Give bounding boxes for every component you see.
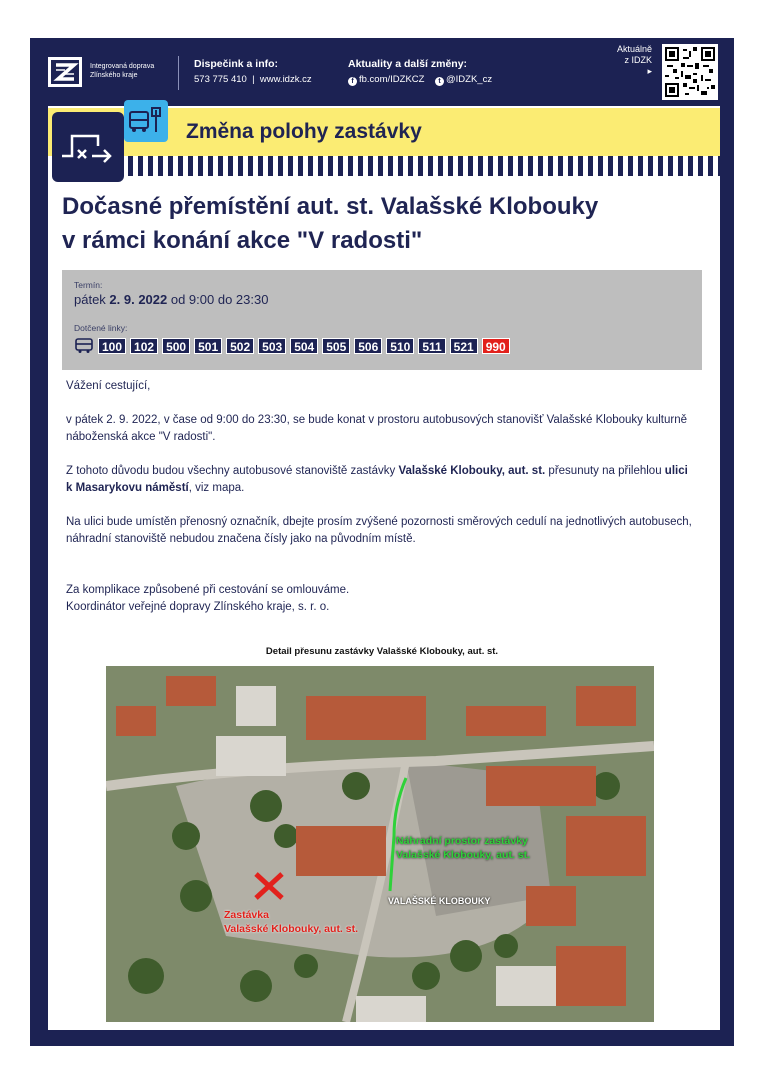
dispatch-title: Dispečink a info: <box>194 58 279 70</box>
updates-line-1: Aktuálně <box>616 44 652 54</box>
paragraph-3: Na ulici bude umístěn přenosný označník, dbejte prosím zvýšené pozornosti směrových cedulí na jednotlivých autobusech, náhradní stanoviště nebudou značena čísly jako na původním místě. <box>66 516 692 545</box>
org-line-1: Integrovaná doprava <box>90 63 155 70</box>
map-caption: Detail přesunu zastávky Valašské Klobouky, aut. st. <box>265 646 499 657</box>
closing-apology: Za komplikace způsobené při cestování se omlouváme. <box>66 584 350 596</box>
line-chip-highlight: 990 <box>482 338 510 354</box>
line-chip: 503 <box>258 338 286 354</box>
line-chip: 506 <box>354 338 382 354</box>
org-line-2: Zlínského kraje <box>90 72 138 79</box>
qr-code[interactable] <box>662 44 718 100</box>
greeting: Vážení cestující, <box>66 380 151 392</box>
paragraph-2-part-c: přesunuty na přilehlou <box>545 465 665 477</box>
old-stop-label-line-2: Valašské Klobouky, aut. st. <box>224 923 359 935</box>
updates-line-2: z IDZK <box>624 55 652 65</box>
line-chip: 505 <box>322 338 350 354</box>
news-title: Aktuality a další změny: <box>348 58 468 70</box>
twitter-icon: t <box>435 77 444 86</box>
new-stop-label <box>396 834 530 862</box>
bus-icon <box>74 338 94 354</box>
notice-body <box>66 378 696 616</box>
bus-stop-icon <box>124 100 168 142</box>
banner-title: Změna polohy zastávky <box>186 120 422 143</box>
org-name <box>90 62 180 80</box>
dispatch-web-link[interactable]: www.idzk.cz <box>259 74 312 85</box>
lines-label: Dotčené linky: <box>74 323 128 333</box>
line-chip: 504 <box>290 338 318 354</box>
stop-relocation-icon <box>52 112 124 182</box>
line-chip: 511 <box>418 338 445 354</box>
term-prefix: pátek <box>74 292 110 307</box>
line-chip: 500 <box>162 338 190 354</box>
term-value <box>74 292 268 307</box>
term-label: Termín: <box>74 280 103 290</box>
paragraph-2-stop-name: Valašské Klobouky, aut. st. <box>398 465 546 477</box>
old-stop-label <box>224 908 358 936</box>
idzk-logo <box>48 57 82 87</box>
dispatch-phone[interactable]: 573 775 410 <box>194 74 247 85</box>
closing-signature: Koordinátor veřejné dopravy Zlínského kraje, s. r. o. <box>66 601 330 613</box>
affected-lines <box>74 338 514 354</box>
facebook-link[interactable]: fb.com/IDZKCZ <box>359 74 425 85</box>
news-info <box>348 58 492 86</box>
old-stop-label-line-1: Zastávka <box>224 909 269 921</box>
line-chip: 502 <box>226 338 254 354</box>
updates-label <box>596 44 652 77</box>
info-box <box>62 270 702 370</box>
paragraph-1: v pátek 2. 9. 2022, v čase od 9:00 do 23:30, se bude konat v prostoru autobusových stanovišť Valašské Klobouky kulturně náboženská akce "V radosti". <box>66 414 688 443</box>
aerial-map[interactable] <box>106 666 654 1022</box>
dispatch-info: Dispečink a info: 573 775 410 | www.idzk.cz <box>194 58 312 85</box>
line-chip: 100 <box>98 338 126 354</box>
place-label: VALAŠSKÉ KLOBOUKY <box>388 896 491 906</box>
facebook-icon: f <box>348 77 357 86</box>
paragraph-2-part-a: Z tohoto důvodu budou všechny autobusové stanoviště zastávky <box>66 465 399 477</box>
paragraph-2-street: ulici k Masarykovu náměstí <box>66 465 688 494</box>
page-title-line-2: v rámci konání akce "V radosti" <box>62 227 423 254</box>
twitter-link[interactable]: @IDZK_cz <box>446 74 493 85</box>
arrow-right-icon: ▸ <box>647 66 652 76</box>
banner-stripes <box>128 156 720 176</box>
page-title-line-1: Dočasné přemístění aut. st. Valašské Klobouky <box>62 193 599 220</box>
paragraph-2-part-e: , viz mapa. <box>188 482 245 494</box>
line-chip: 102 <box>130 338 158 354</box>
new-stop-label-line-1: Náhradní prostor zastávky <box>396 835 528 847</box>
header-divider <box>178 56 179 90</box>
line-chip: 501 <box>194 338 222 354</box>
line-chip: 521 <box>450 338 478 354</box>
new-stop-label-line-2: Valašské Klobouky, aut. st. <box>396 849 531 861</box>
line-chip: 510 <box>386 338 414 354</box>
term-time: od 9:00 do 23:30 <box>167 292 269 307</box>
paragraph-2 <box>66 463 696 497</box>
page-title <box>62 190 702 258</box>
term-date: 2. 9. 2022 <box>109 292 168 307</box>
